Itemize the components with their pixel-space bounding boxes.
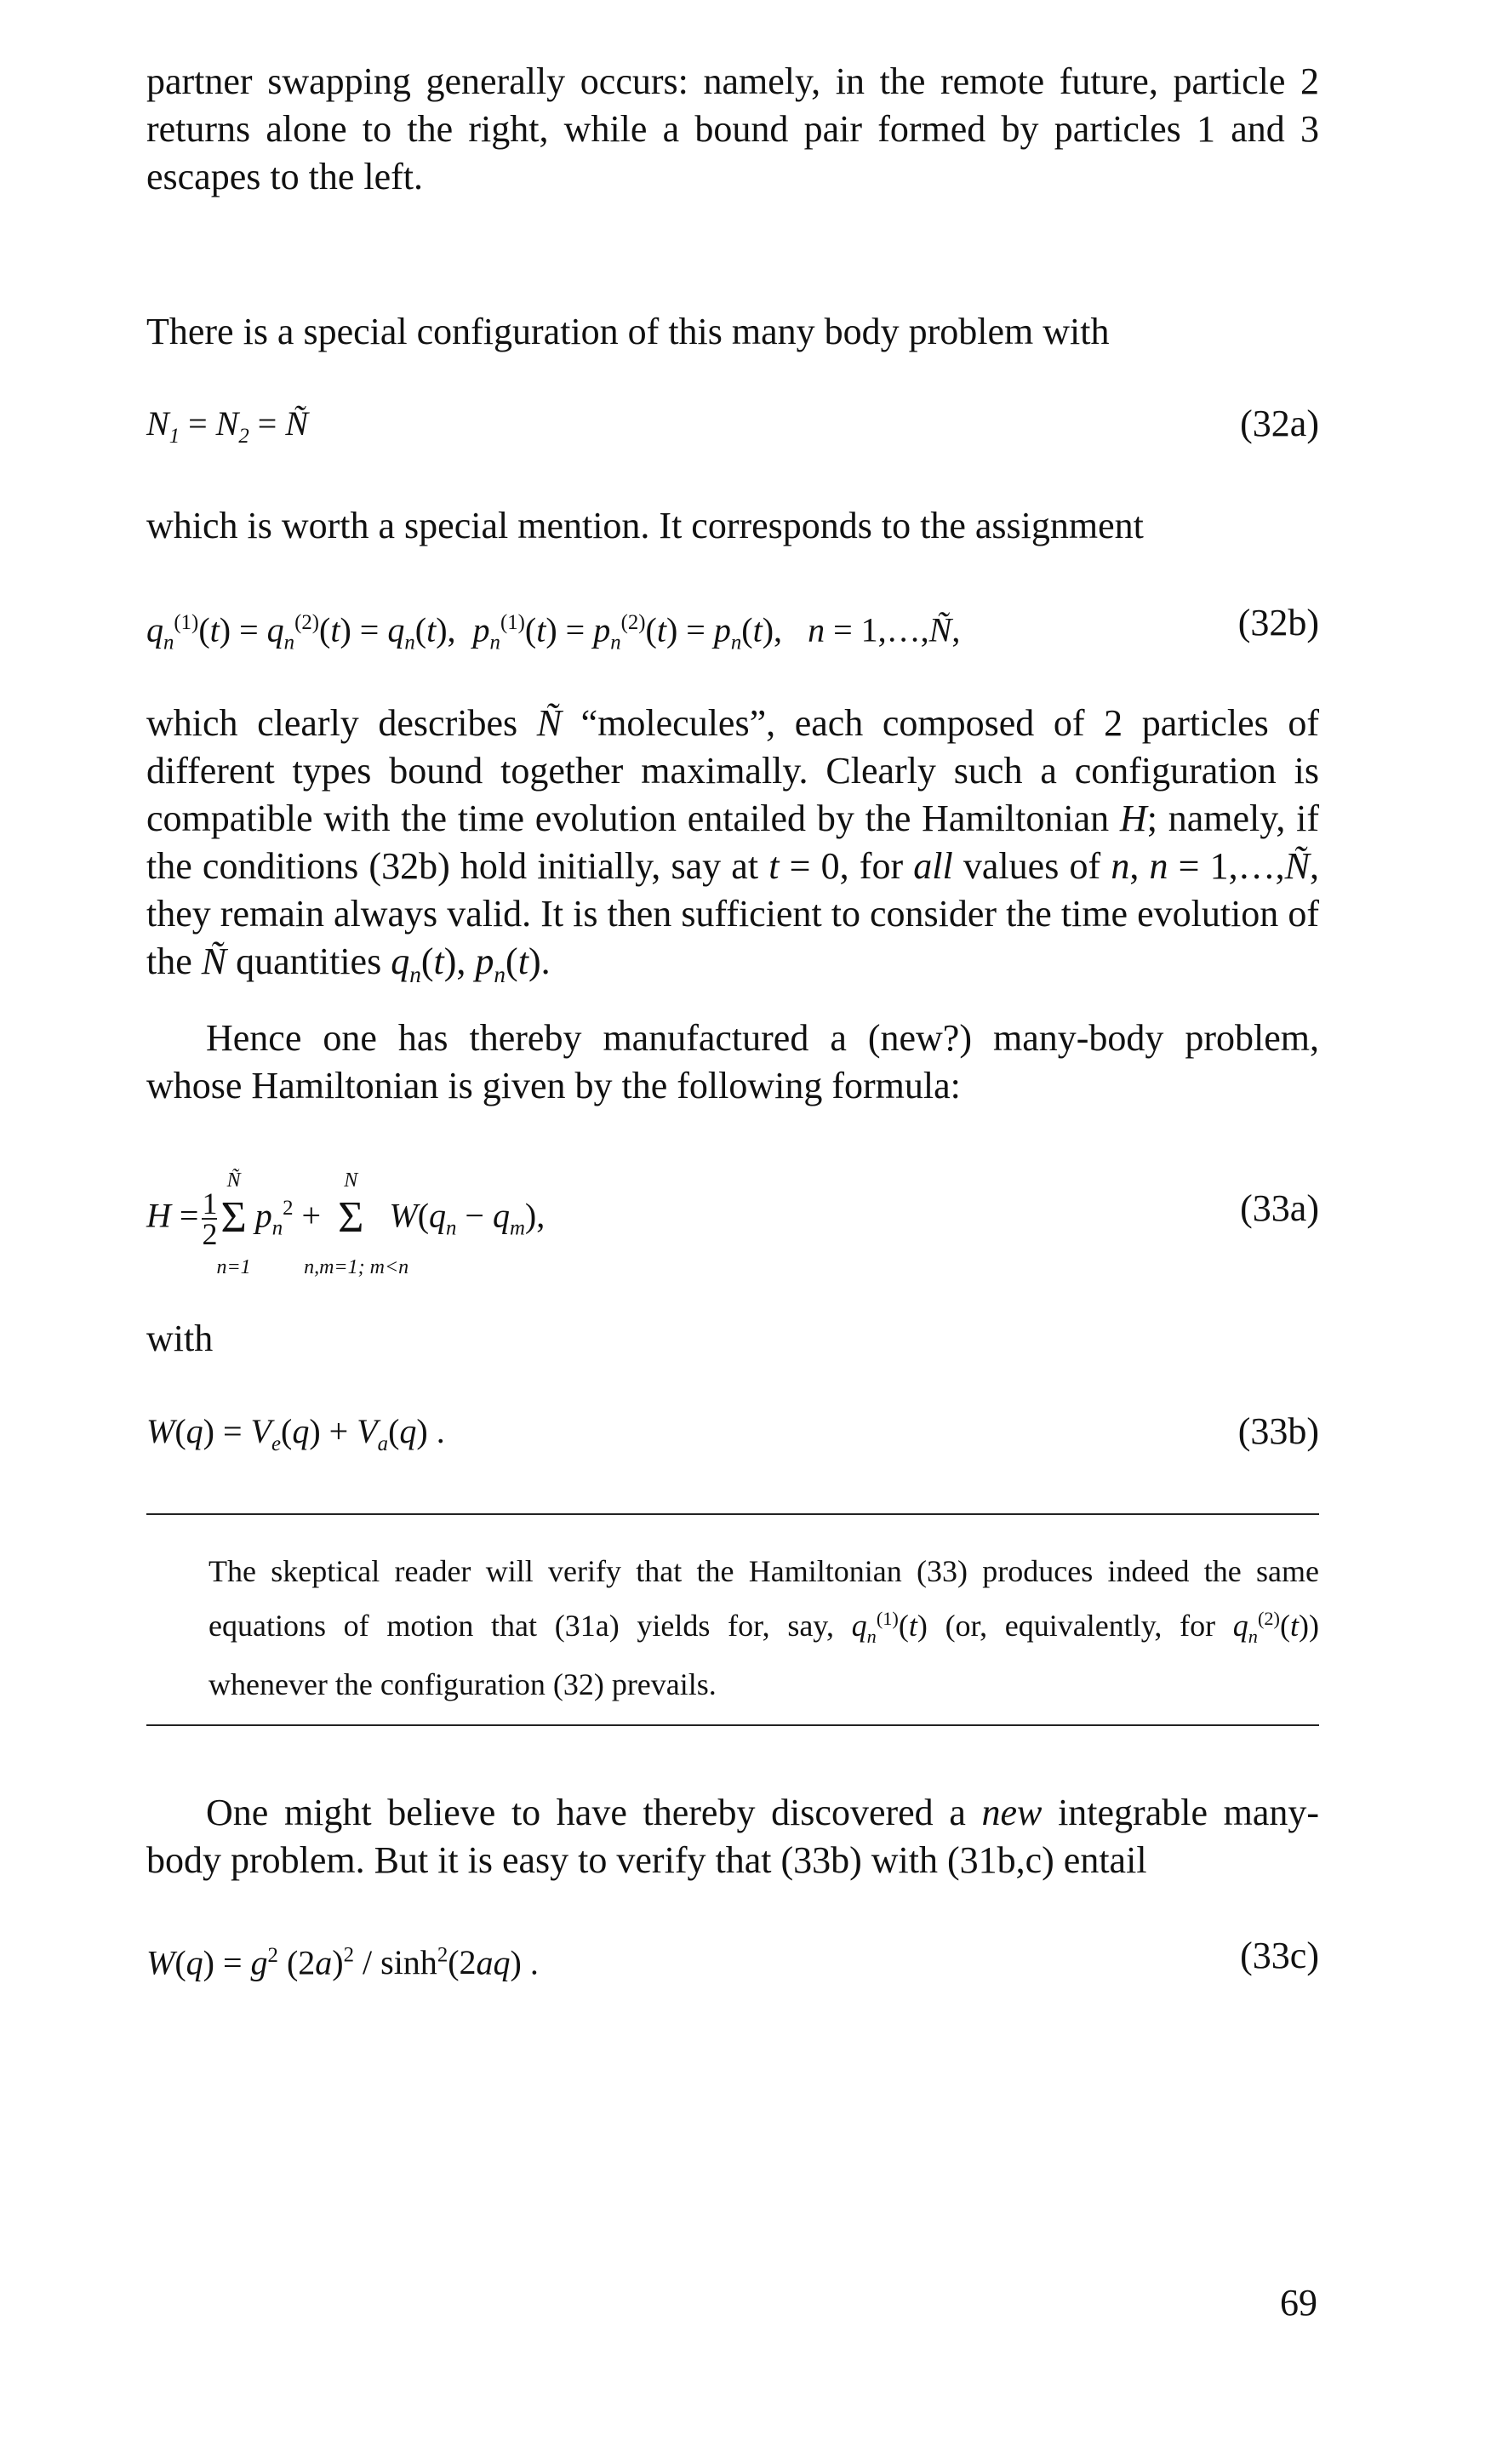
footnote-text: The skeptical reader will verify that the Hamiltonian (33) produces indeed the same equations of motion that (31a) yields for, say, $q_n^{(1)}(t)$ (or, equivalently, for $q_n^{(2)}(t)$) whenever the configuration (32) prevails.	[209, 1554, 1319, 1702]
equation-33a	[146, 1169, 1319, 1278]
equation-33c	[146, 1930, 1319, 1990]
equation-32a-formula: $N_1 = N_2$ = Ñ	[146, 404, 308, 448]
footnote-bottom-divider	[146, 1724, 1319, 1726]
equation-33c-formula: $W(q) = g^2$ $(2a)^2 / \sinh^2(2aq)$ .	[146, 1943, 539, 1982]
equation-32b-formula: $q_n^{(1)}(t) = q_n^{(2)}(t) = q_n(t)$, $p_n^{(1)}(t) = p_n^{(2)}(t) = p_n(t)$, n = 1,…,Ñ,	[146, 610, 961, 655]
equation-33c-number: (33c)	[1240, 1935, 1319, 1976]
page-number: 69	[1280, 2282, 1317, 2324]
footnote-top-divider	[146, 1513, 1319, 1515]
paragraph-new-problem: Hence one has thereby manufactured a (new?) many-body problem, whose Hamiltonian is given by the following formula:	[146, 1017, 1319, 1106]
paragraph-with: with	[146, 1318, 214, 1359]
equation-33a-number: (33a)	[1240, 1187, 1319, 1229]
equation-33b-number: (33b)	[1237, 1410, 1319, 1452]
paragraph-assignment: which is worth a special mention. It corresponds to the assignment	[146, 505, 1144, 546]
sum-symbol: N Σ n,m=1; m<n	[304, 1169, 409, 1278]
sum-symbol: Ñ Σ n=1	[216, 1169, 251, 1278]
equation-32a-number: (32a)	[1240, 403, 1319, 444]
paragraph-intro: partner swapping generally occurs: namely, in the remote future, particle 2 returns alone to the right, while a bound pair formed by particles 1 and 3 escapes to the left.	[146, 60, 1319, 197]
equation-32b-number: (32b)	[1237, 602, 1319, 643]
equation-32b	[146, 597, 1319, 657]
paragraph-molecules: which clearly describes Ñ “molecules”, each composed of 2 particles of different types bound together maximally. Clearly such a configuration is compatible with the time evolution entailed by the Hamiltonian H; namely, if the conditions (32b) hold initially, say at t = 0, for all values of n, n = 1,…,Ñ, they remain always valid. It is then sufficient to consider the time evolution of the Ñ quantities $q_n(t)$, $p_n(t)$.	[146, 702, 1320, 987]
equation-33b-formula: $W(q) = V_e(q) + V_a(q)$ .	[146, 1412, 445, 1455]
equation-33b	[146, 1406, 1319, 1466]
paragraph-new-integrable: One might believe to have thereby discovered a new integrable many-body problem. But it is easy to verify that (33b) with (31b,c) entail	[146, 1792, 1320, 1881]
equation-33a-formula: H = $\frac{1}{2}$ Ñ Σ n=1 $p_n^2$ + N Σ n,m=1; m<n $W(q_n - q_m)$,	[146, 1169, 546, 1278]
paragraph-special-configuration: There is a special configuration of this many body problem with	[146, 311, 1110, 352]
equation-32a	[146, 398, 1319, 458]
